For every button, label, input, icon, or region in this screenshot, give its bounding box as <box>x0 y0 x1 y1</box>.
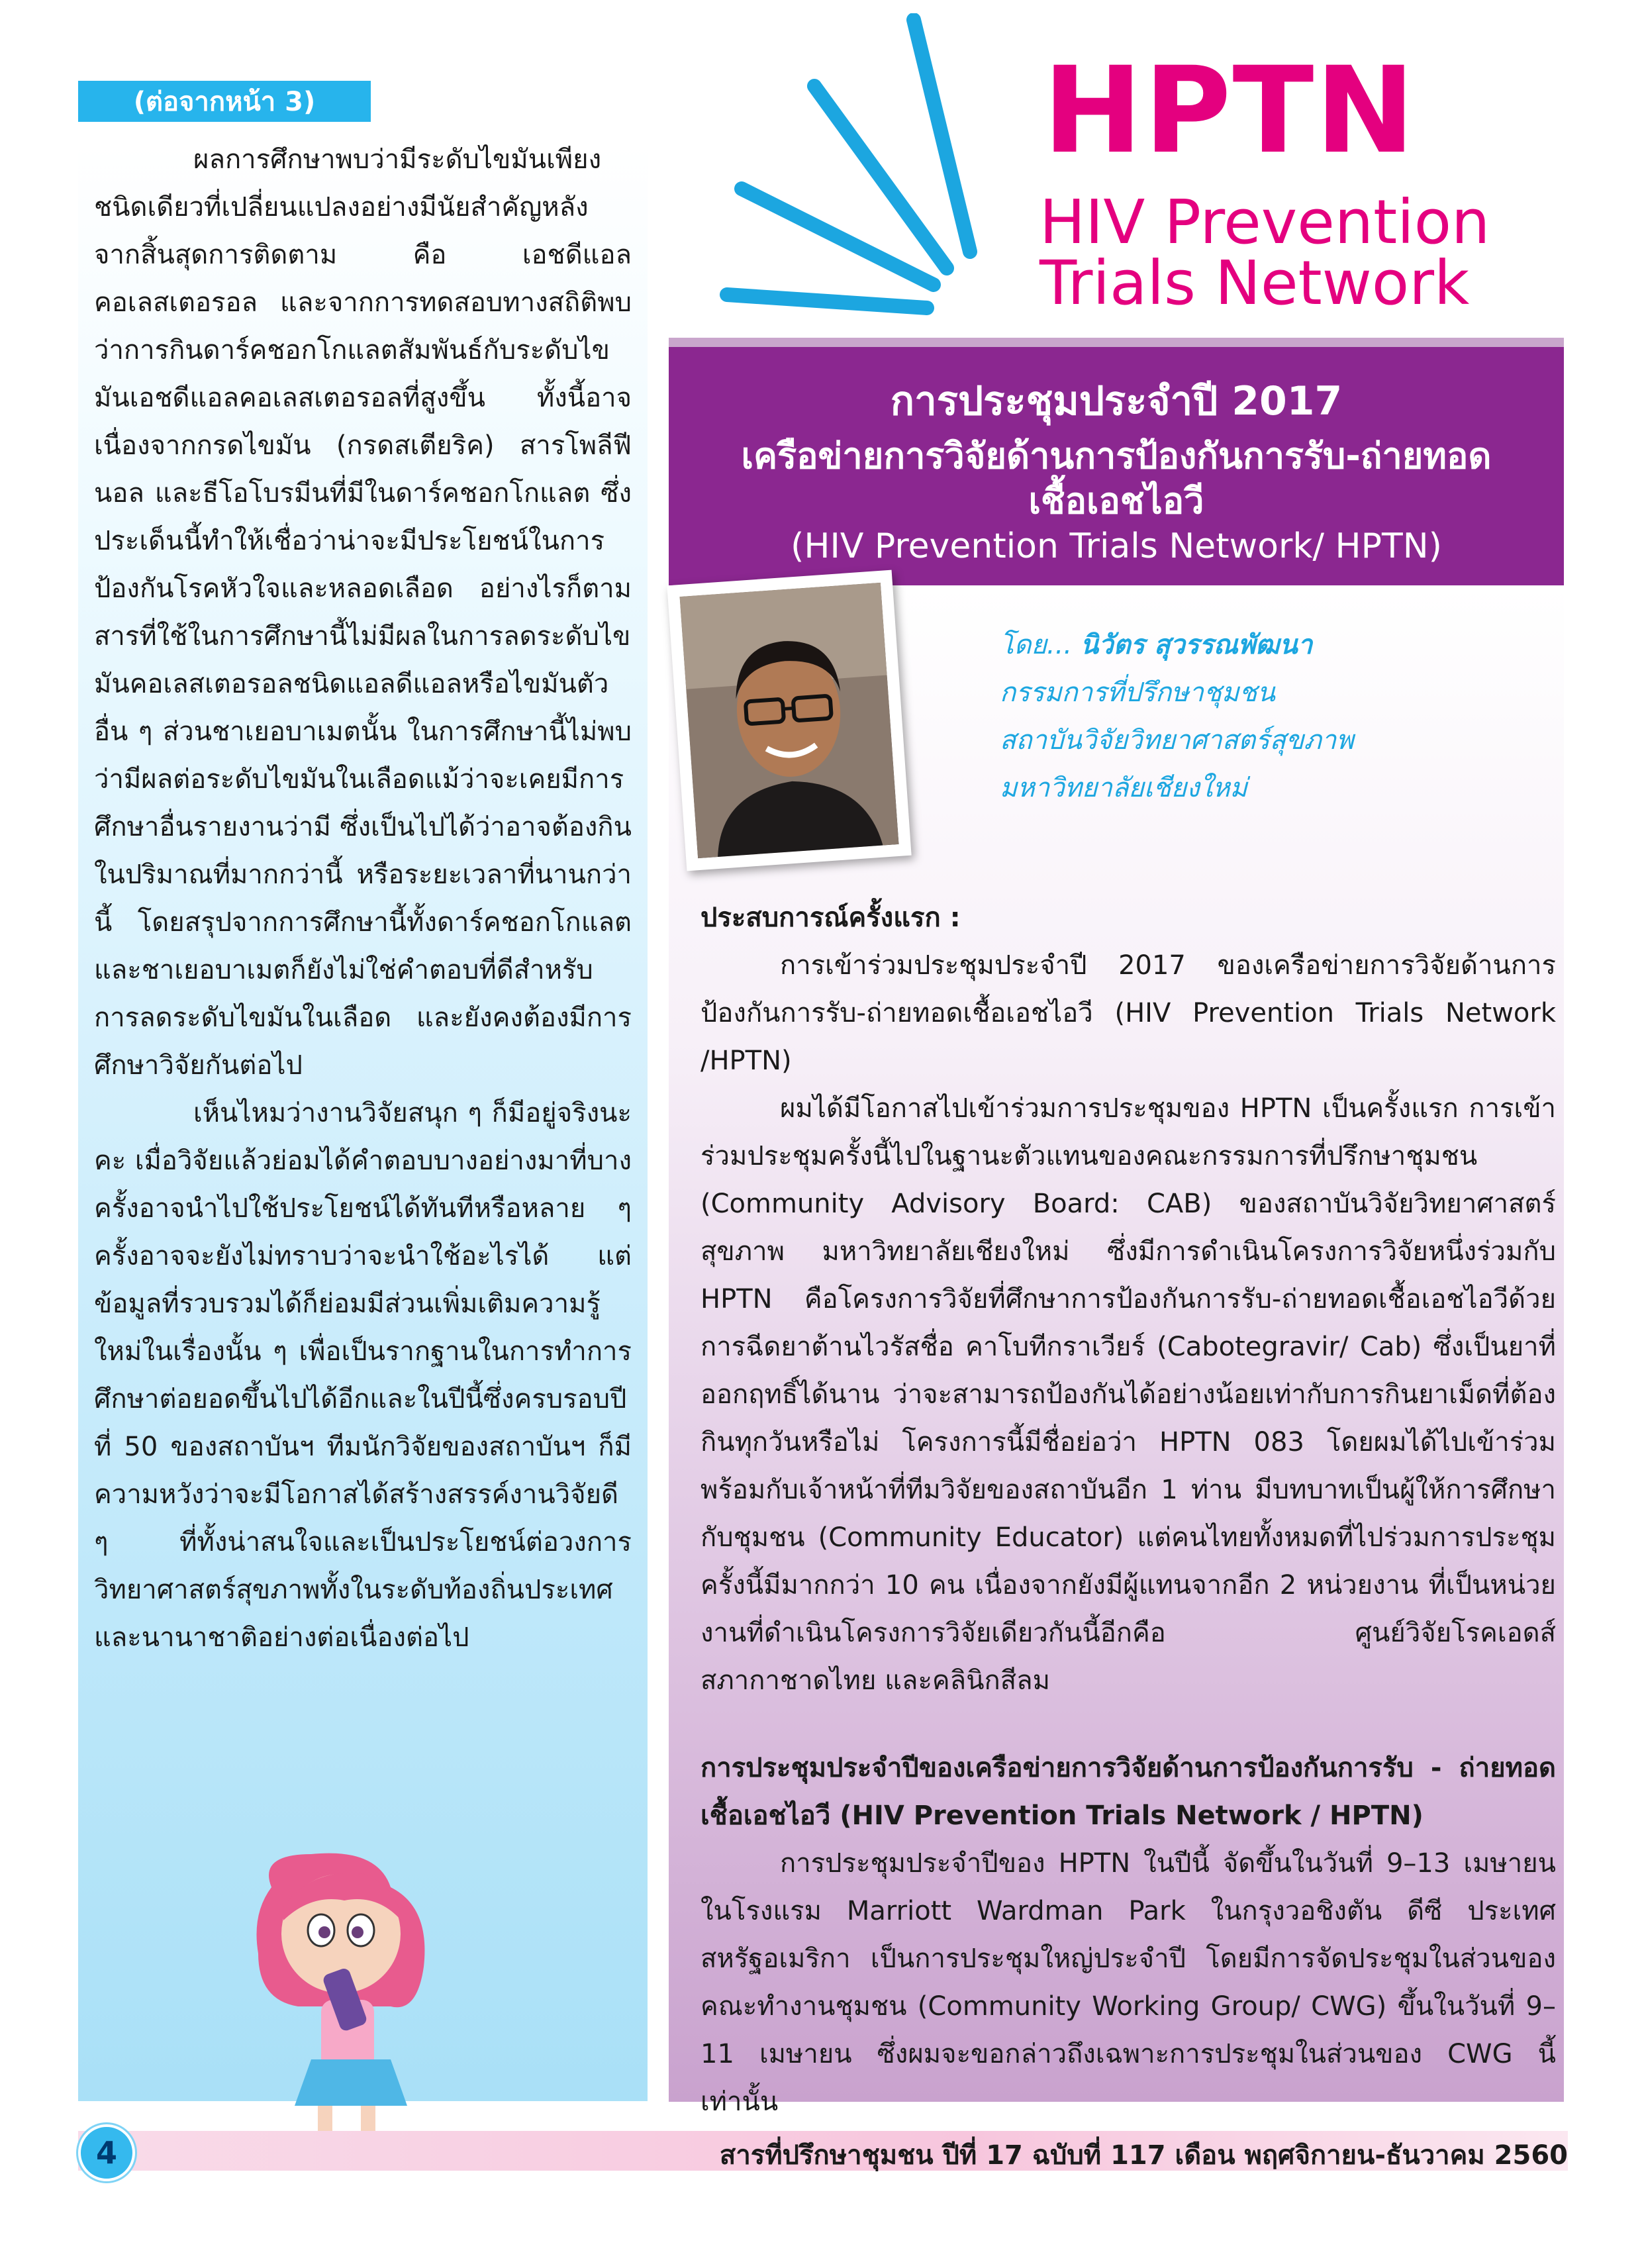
article-title-line-2: เครือข่ายการวิจัยด้านการป้องกันการรับ-ถ่ายทอด <box>741 435 1492 477</box>
left-column-text <box>94 136 632 1661</box>
author-name: นิวัตร สุวรรณพัฒนา <box>1080 630 1313 660</box>
author-prefix: โดย... <box>1000 630 1081 660</box>
section-heading-annual-meeting: การประชุมประจำปีของเครือข่ายการวิจัยด้านการป้องกันการรับ - ถ่ายทอดเชื้อเอชไอวี (HIV Prevention Trials Network / HPTN) <box>700 1753 1556 1831</box>
article-title-line-1: การประชุมประจำปี 2017 <box>890 378 1343 424</box>
article-title-box <box>669 338 1564 585</box>
author-role: กรรมการที่ปรึกษาชุมชน <box>1000 677 1276 708</box>
article-title-line-3: เชื้อเอชไอวี <box>1028 480 1204 522</box>
page-number: 4 <box>78 2124 135 2181</box>
footer-publication-info: สารที่ปรึกษาชุมชน ปีที่ 17 ฉบับที่ 117 เดือน พฤศจิกายน-ธันวาคม 2560 <box>719 2140 1568 2171</box>
article-paragraph: การเข้าร่วมประชุมประจำปี 2017 ของเครือข่ายการวิจัยด้านการป้องกันการรับ-ถ่ายทอดเชื้อเอชไอวี (HIV Prevention Trials Network /HPTN) <box>700 950 1556 1076</box>
author-org-2: มหาวิทยาลัยเชียงใหม่ <box>1000 773 1247 803</box>
article-body <box>700 894 1556 2126</box>
article-paragraph: การประชุมประจำปีของ HPTN ในปีนี้ จัดขึ้นในวันที่ 9–13 เมษายน ในโรงแรม Marriott Wardman Park ในกรุงวอชิงตัน ดีซี ประเทศสหรัฐอเมริกา เป็นการประชุมใหญ่ประจำปี โดยมีการจัดประชุมในส่วนของคณะทำงานชุมชน (Community Working Group/ CWG) ขึ้นในวันที่ 9–11 เมษายน ซึ่งผมจะขอกล่าวถึงเฉพาะการประชุมในส่วนของ CWG นี้เท่านั้น <box>700 1848 1556 2117</box>
article-paragraph: ผมได้มีโอกาสไปเข้าร่วมการประชุมของ HPTN เป็นครั้งแรก การเข้าร่วมประชุมครั้งนี้ไปในฐานะตัวแทนของคณะกรรมการที่ปรึกษาชุมชน (Community Advisory Board: CAB) ของสถาบันวิจัยวิทยาศาสตร์สุขภาพ มหาวิทยาลัยเชียงใหม่ ซึ่งมีการดำเนินโครงการวิจัยหนึ่งร่วมกับ HPTN คือโครงการวิจัยที่ศึกษาการป้องกันการรับ-ถ่ายทอดเชื้อเอชไอวีด้วยการฉีดยาต้านไวรัสชื่อ คาโบทีกราเวียร์ (Cabotegravir/ Cab) ซึ่งเป็นยาที่ออกฤทธิ์ได้นาน ว่าจะสามารถป้องกันได้อย่างน้อยเท่ากับการกินยาเม็ดที่ต้องกินทุกวันหรือไม่ โครงการนี้มีชื่อย่อว่า HPTN 083 โดยผมได้ไปเข้าร่วมพร้อมกับเจ้าหน้าที่ทีมวิจัยของสถาบันอีก 1 ท่าน มีบทบาทเป็นผู้ให้การศึกษากับชุมชน (Community Educator) แต่คนไทยทั้งหมดที่ไปร่วมการประชุมครั้งนี้มีมากกว่า 10 คน เนื่องจากยังมีผู้แทนจากอีก 2 หน่วยงาน ที่เป็นหน่วยงานที่ดำเนินโครงการวิจัยเดียวกันนี้อีกคือ ศูนย์วิจัยโรคเอดส์ สภากาชาดไทย และคลินิกสีลม <box>700 1093 1556 1696</box>
author-portrait-icon <box>680 583 899 858</box>
left-paragraph: เห็นไหมว่างานวิจัยสนุก ๆ ก็มีอยู่จริงนะคะ เมื่อวิจัยแล้วย่อมได้คำตอบบางอย่างมาที่บางครั้งอาจนำไปใช้ประโยชน์ได้ทันทีหรือหลาย ๆ ครั้งอาจจะยังไม่ทราบว่าจะนำใช้อะไรได้ แต่ข้อมูลที่รวบรวมได้ก็ย่อมมีส่วนเพิ่มเติมความรู้ใหม่ในเรื่องนั้น ๆ เพื่อเป็นรากฐานในการทำการศึกษาต่อยอดขึ้นไปได้อีกและในปีนี้ซึ่งครบรอบปีที่ 50 ของสถาบันฯ ทีมนักวิจัยของสถาบันฯ ก็มีความหวังว่าจะมีโอกาสได้สร้างสรรค์งานวิจัยดี ๆ ที่ทั้งน่าสนใจและเป็นประโยชน์ต่อวงการวิทยาศาสตร์สุขภาพทั้งในระดับท้องถิ่นประเทศและนานาชาติอย่างต่อเนื่องต่อไป <box>94 1098 632 1653</box>
logo-line-1: HIV Prevention <box>1039 187 1490 258</box>
article-title-line-4: (HIV Prevention Trials Network/ HPTN) <box>791 526 1442 566</box>
author-block <box>1000 621 1354 812</box>
logo-acronym: HPTN <box>1043 42 1416 180</box>
logo-line-2: Trials Network <box>1039 248 1470 319</box>
author-photo <box>667 570 911 871</box>
girl-mascot-icon <box>232 1848 457 2159</box>
continued-tag: (ต่อจากหน้า 3) <box>78 81 371 122</box>
author-org-1: สถาบันวิจัยวิทยาศาสตร์สุขภาพ <box>1000 725 1354 756</box>
left-paragraph: ผลการศึกษาพบว่ามีระดับไขมันเพียงชนิดเดียวที่เปลี่ยนแปลงอย่างมีนัยสำคัญหลังจากสิ้นสุดการติดตาม คือ เอชดีแอลคอเลสเตอรอล และจากการทดสอบทางสถิติพบว่าการกินดาร์คชอกโกแลตสัมพันธ์กับระดับไขมันเอชดีแอลคอเลสเตอรอลที่สูงขึ้น ทั้งนี้อาจเนื่องจากกรดไขมัน (กรดสเตียริค) สารโพลีฟีนอล และธีโอโบรมีนที่มีในดาร์คชอกโกแลต ซึ่งประเด็นนี้ทำให้เชื่อว่าน่าจะมีประโยชน์ในการป้องกันโรคหัวใจและหลอดเลือด อย่างไรก็ตาม สารที่ใช้ในการศึกษานี้ไม่มีผลในการลดระดับไขมันคอเลสเตอรอลชนิดแอลดีแอลหรือไขมันตัวอื่น ๆ ส่วนชาเยอบาเมตนั้น ในการศึกษานี้ไม่พบว่ามีผลต่อระดับไขมันในเลือดแม้ว่าจะเคยมีการศึกษาอื่นรายงานว่ามี ซึ่งเป็นไปได้ว่าอาจต้องกินในปริมาณที่มากกว่านี้ หรือระยะเวลาที่นานกว่านี้ โดยสรุปจากการศึกษานี้ทั้งดาร์คชอกโกแลตและชาเยอบาเมตก็ยังไม่ใช่คำตอบที่ดีสำหรับการลดระดับไขมันในเลือด และยังคงต้องมีการศึกษาวิจัยกันต่อไป <box>94 144 632 1081</box>
section-heading-first-experience: ประสบการณ์ครั้งแรก : <box>700 903 961 933</box>
